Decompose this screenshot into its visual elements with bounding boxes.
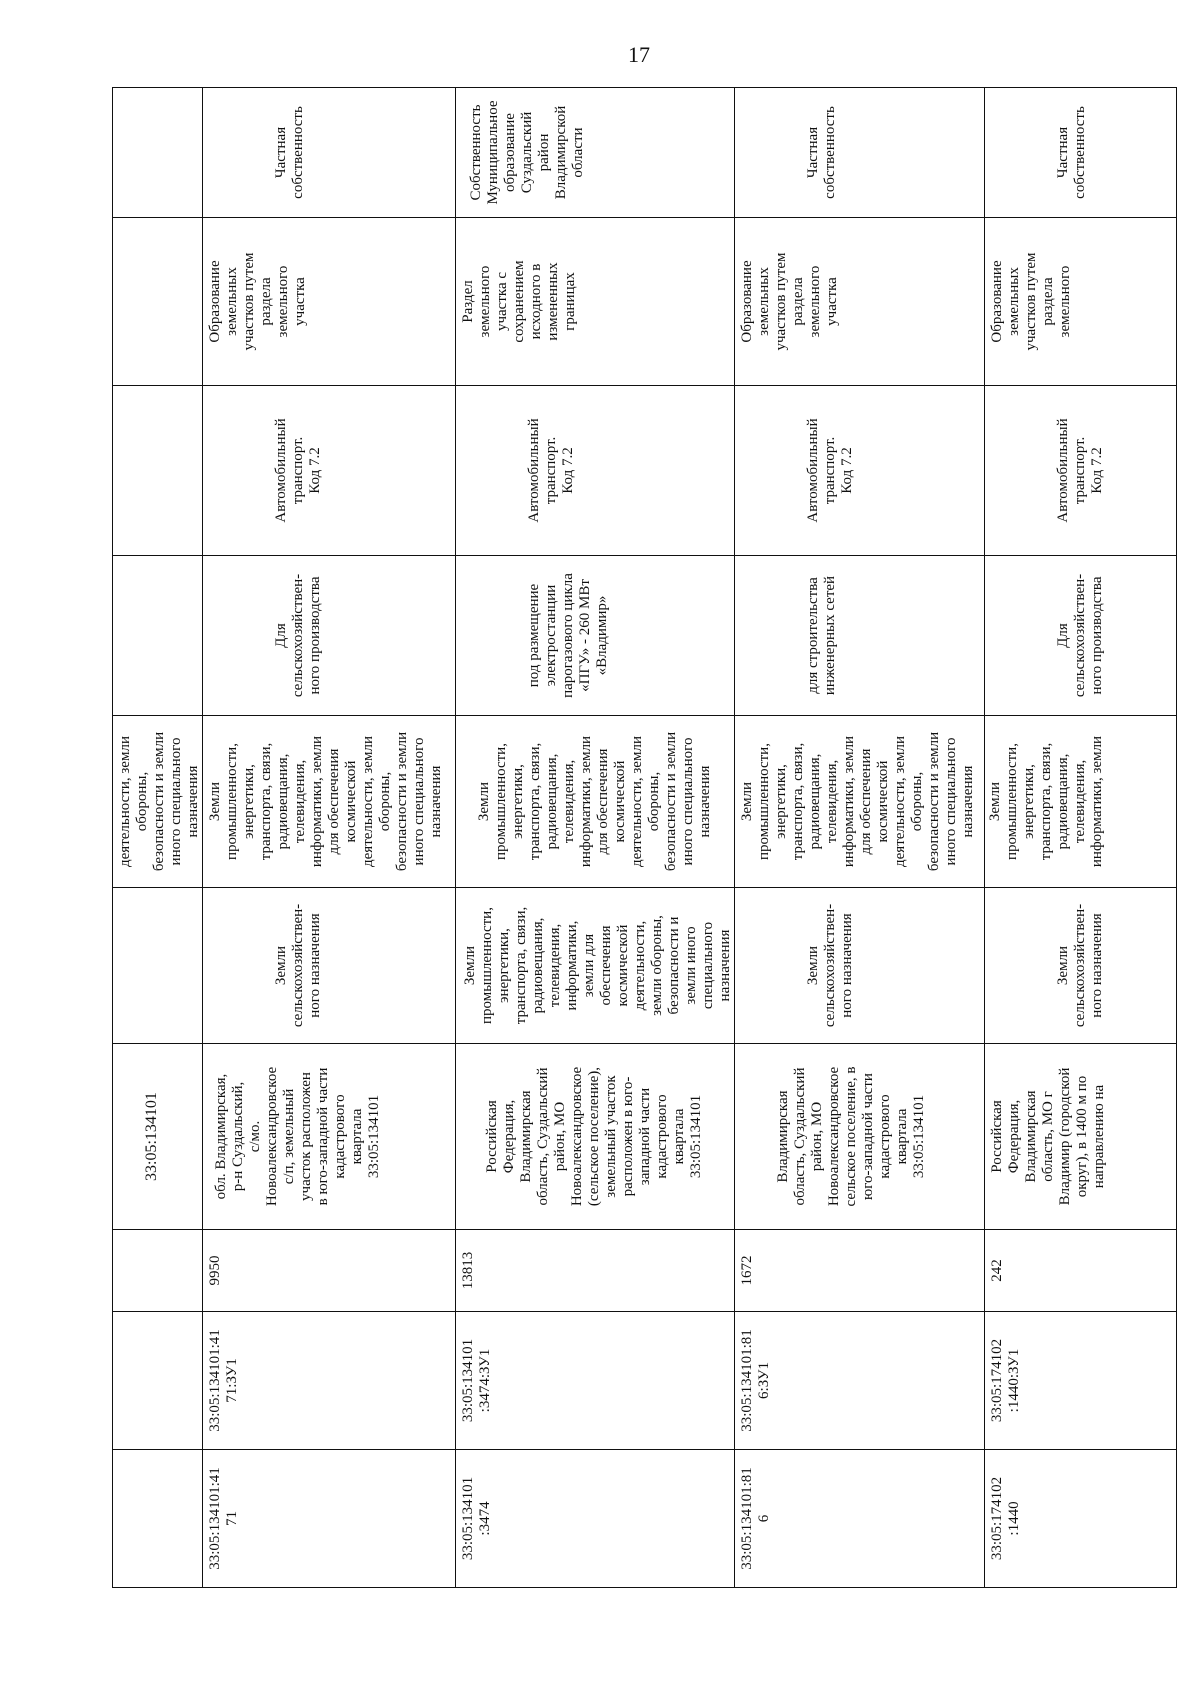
cell-cad-number: 33:05:134101:81 6: [735, 1450, 985, 1588]
cell-area: 13813: [456, 1230, 735, 1312]
cell-category-current: Земли сельскохозяйствен- ного назначения: [203, 888, 456, 1044]
cell-empty: [113, 88, 203, 218]
cell-new-plot: 33:05:134101 :3474:ЗУ1: [456, 1312, 735, 1450]
cell-new-plot: 33:05:174102 :1440:ЗУ1: [985, 1312, 1177, 1450]
cell-area: 9950: [203, 1230, 456, 1312]
cell-ownership: Частная собственность: [735, 88, 985, 218]
page-number: 17: [628, 42, 650, 67]
cell-formation-method: Образование земельных участков путем раздела земельного участка: [203, 218, 456, 386]
cell-category-planned: Земли промышленности, энергетики, транспорта, связи, радиовещания, телевидения, информатики, земли для обеспечения космической деятельности, земли обороны, безопасности и земли иного специального назначения: [456, 716, 735, 888]
cell-empty: [113, 1450, 203, 1588]
cell-new-plot: 33:05:134101:81 6:ЗУ1: [735, 1312, 985, 1450]
cell-empty: [113, 556, 203, 716]
cell-planned-use: Автомобильный транспорт. Код 7.2: [456, 386, 735, 556]
cell-empty: [113, 386, 203, 556]
cell-area: 242: [985, 1230, 1177, 1312]
cell-category-planned: Земли промышленности, энергетики, транспорта, связи, радиовещания, телевидения, информатики, земли для обеспечения космической деятельности, земли обороны, безопасности и земли иного специального назначения: [735, 716, 985, 888]
cell-planned-use: Автомобильный транспорт. Код 7.2: [735, 386, 985, 556]
cell-formation-method: Образование земельных участков путем раздела земельного участка: [735, 218, 985, 386]
cell-cad-number: 33:05:134101 :3474: [456, 1450, 735, 1588]
cell-category-current: Земли сельскохозяйствен- ного назначения: [985, 888, 1177, 1044]
cell-address: Владимирская область, Суздальский район, МО Новоалександровское сельское поселение, в юго-западной части кадастрового квартала 33:05:134101: [735, 1044, 985, 1230]
cell-planned-use: Автомобильный транспорт. Код 7.2: [985, 386, 1177, 556]
cell-cad-number: 33:05:134101:41 71: [203, 1450, 456, 1588]
cell-cadastre-block: 33:05:134101: [113, 1044, 203, 1230]
cell-purpose-continuation: деятельности, земли обороны, безопасности и земли иного специального назначения: [113, 716, 203, 888]
cell-formation-method: Раздел земельного участка с сохранением исходного в измененных границах: [456, 218, 735, 386]
rotated-table-container: [112, 88, 1157, 1588]
table-row: [985, 88, 1177, 1588]
cell-ownership: Частная собственность: [203, 88, 456, 218]
cell-formation-method: Образование земельных участков путем раздела земельного: [985, 218, 1177, 386]
cell-permitted-use: Для сельскохозяйствен- ного производства: [985, 556, 1177, 716]
cell-empty: [113, 218, 203, 386]
cell-cad-number: 33:05:174102 :1440: [985, 1450, 1177, 1588]
table-row: [456, 88, 735, 1588]
cell-permitted-use: под размещение электростанции парогазового цикла «ПГУ» - 260 МВт «Владимир»: [456, 556, 735, 716]
cell-address: Российская Федерация, Владимирская область, МО г Владимир (городской округ), в 1400 м по направлению на: [985, 1044, 1177, 1230]
cell-category-current: Земли сельскохозяйствен- ного назначения: [735, 888, 985, 1044]
cell-ownership: Частная собственность: [985, 88, 1177, 218]
cell-address: Российская Федерация, Владимирская область, Суздальский район, МО Новоалександровское (сельское поселение), земельный участок расположен в юго- западной части кадастрового квартала 33:05:134101: [456, 1044, 735, 1230]
cell-new-plot: 33:05:134101:41 71:ЗУ1: [203, 1312, 456, 1450]
table-row: [203, 88, 456, 1588]
cell-permitted-use: для строительства инженерных сетей: [735, 556, 985, 716]
cell-empty: [113, 1230, 203, 1312]
cell-area: 1672: [735, 1230, 985, 1312]
cell-category-current: Земли промышленности, энергетики, транспорта, связи, радиовещания, телевидения, информатики, земли для обеспечения космической деятельности, земли обороны, безопасности и земли иного специального назначения: [456, 888, 735, 1044]
cell-address: обл. Владимирская, р-н Суздальский, с/мо. Новоалександровское с/п, земельный участок расположен в юго-западной части кадастрового квартала 33:05:134101: [203, 1044, 456, 1230]
cell-empty: [113, 888, 203, 1044]
land-plots-table: [112, 87, 1177, 1588]
cell-permitted-use: Для сельскохозяйствен- ного производства: [203, 556, 456, 716]
cell-planned-use: Автомобильный транспорт. Код 7.2: [203, 386, 456, 556]
table-row: [735, 88, 985, 1588]
cell-empty: [113, 1312, 203, 1450]
cell-category-planned: Земли промышленности, энергетики, транспорта, связи, радиовещания, телевидения, информатики, земли: [985, 716, 1177, 888]
cell-ownership: Собственность Муниципальное образование Суздальский район Владимирской области: [456, 88, 735, 218]
cell-category-planned: Земли промышленности, энергетики, транспорта, связи, радиовещания, телевидения, информатики, земли для обеспечения космической деятельности, земли обороны, безопасности и земли иного специального назначения: [203, 716, 456, 888]
table-row-continuation: [113, 88, 203, 1588]
